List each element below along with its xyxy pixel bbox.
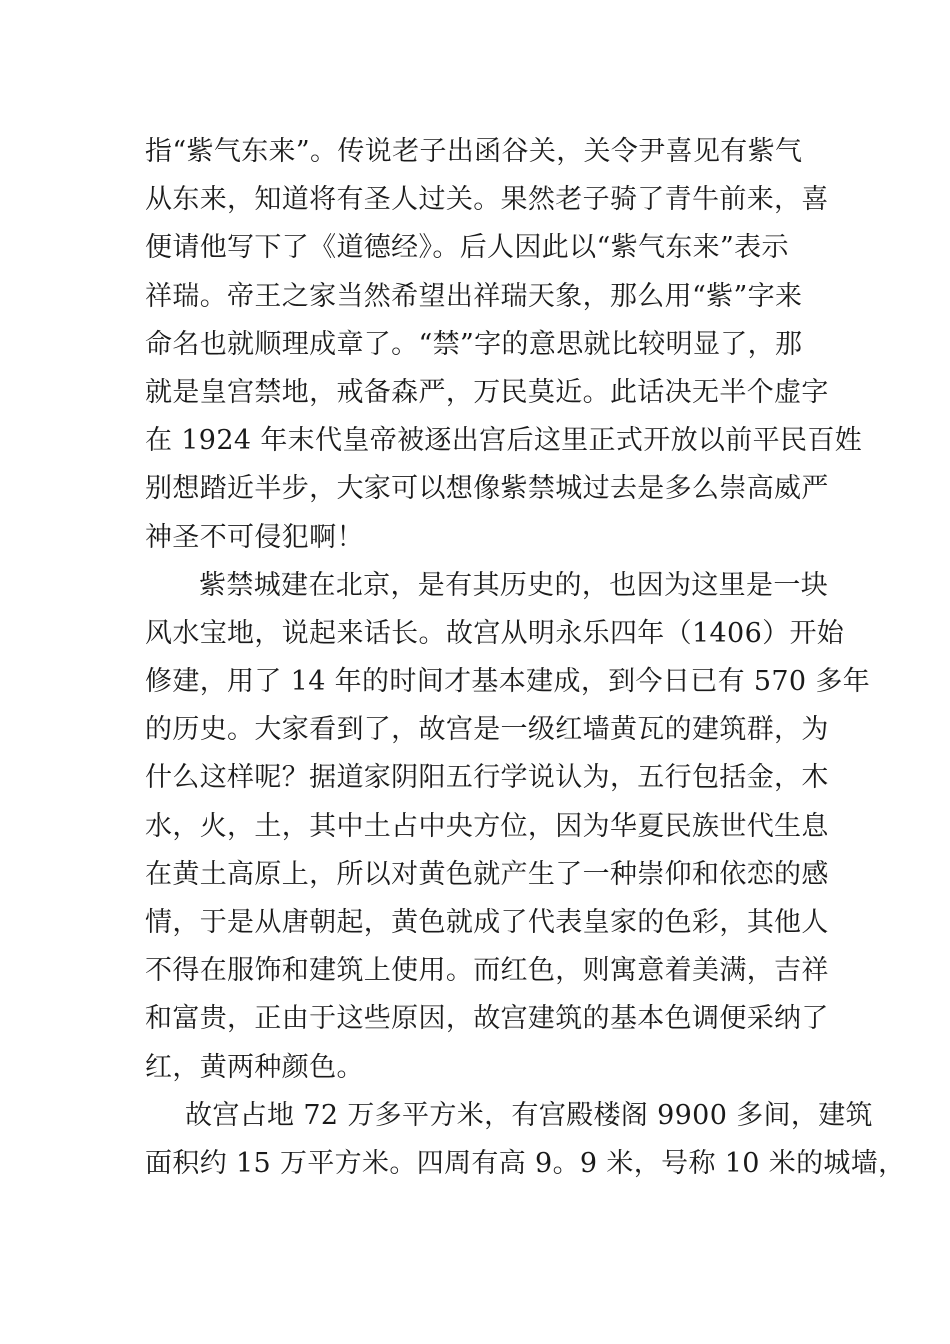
text-line: 便请他写下了《道德经》。后人因此以“紫气东来”表示: [145, 232, 789, 264]
text-line: 不得在服饰和建筑上使用。而红色，则寓意着美满，吉祥: [145, 955, 829, 987]
body-text: [145, 128, 906, 1188]
text-line: 什么这样呢？据道家阴阳五行学说认为，五行包括金，木: [145, 762, 829, 794]
text-line: 风水宝地，说起来话长。故宫从明永乐四年（1406）开始: [145, 617, 845, 649]
text-line: 神圣不可侵犯啊！: [145, 521, 364, 553]
text-line: 的历史。大家看到了，故宫是一级红墙黄瓦的建筑群，为: [145, 714, 829, 746]
text-line: 水，火，土，其中土占中央方位，因为华夏民族世代生息: [145, 810, 829, 842]
text-line: 情，于是从唐朝起，黄色就成了代表皇家的色彩，其他人: [145, 907, 829, 938]
paragraph-first-line: 故宫占地 72 万多平方米，有宫殿楼阁 9900 多间，建筑: [185, 1099, 873, 1131]
text-line: 在 1924 年末代皇帝被逐出宫后这里正式开放以前平民百姓: [145, 425, 863, 457]
text-line: 命名也就顺理成章了。“禁”字的意思就比较明显了，那: [145, 328, 803, 360]
text-line: 面积约 15 万平方米。四周有高 9。9 米，号称 10 米的城墙，: [145, 1147, 906, 1179]
text-line: 就是皇宫禁地，戒备森严，万民莫近。此话决无半个虚字: [145, 376, 829, 408]
text-line: 从东来，知道将有圣人过关。果然老子骑了青牛前来，喜: [145, 184, 829, 216]
text-line: 祥瑞。帝王之家当然希望出祥瑞天象，那么用“紫”字来: [145, 280, 803, 312]
paragraph-first-line: 紫禁城建在北京，是有其历史的，也因为这里是一块: [199, 569, 829, 601]
text-line: 在黄土高原上，所以对黄色就产生了一种崇仰和依恋的感: [145, 858, 829, 890]
text-line: 红，黄两种颜色。: [145, 1051, 364, 1083]
text-line: 修建，用了 14 年的时间才基本建成，到今日已有 570 多年: [145, 666, 871, 698]
text-line: 指“紫气东来”。传说老子出函谷关，关令尹喜见有紫气: [145, 136, 803, 167]
text-line: 和富贵，正由于这些原因，故宫建筑的基本色调便采纳了: [145, 1003, 829, 1035]
text-line: 别想踏近半步，大家可以想像紫禁城过去是多么崇高威严: [145, 473, 829, 505]
